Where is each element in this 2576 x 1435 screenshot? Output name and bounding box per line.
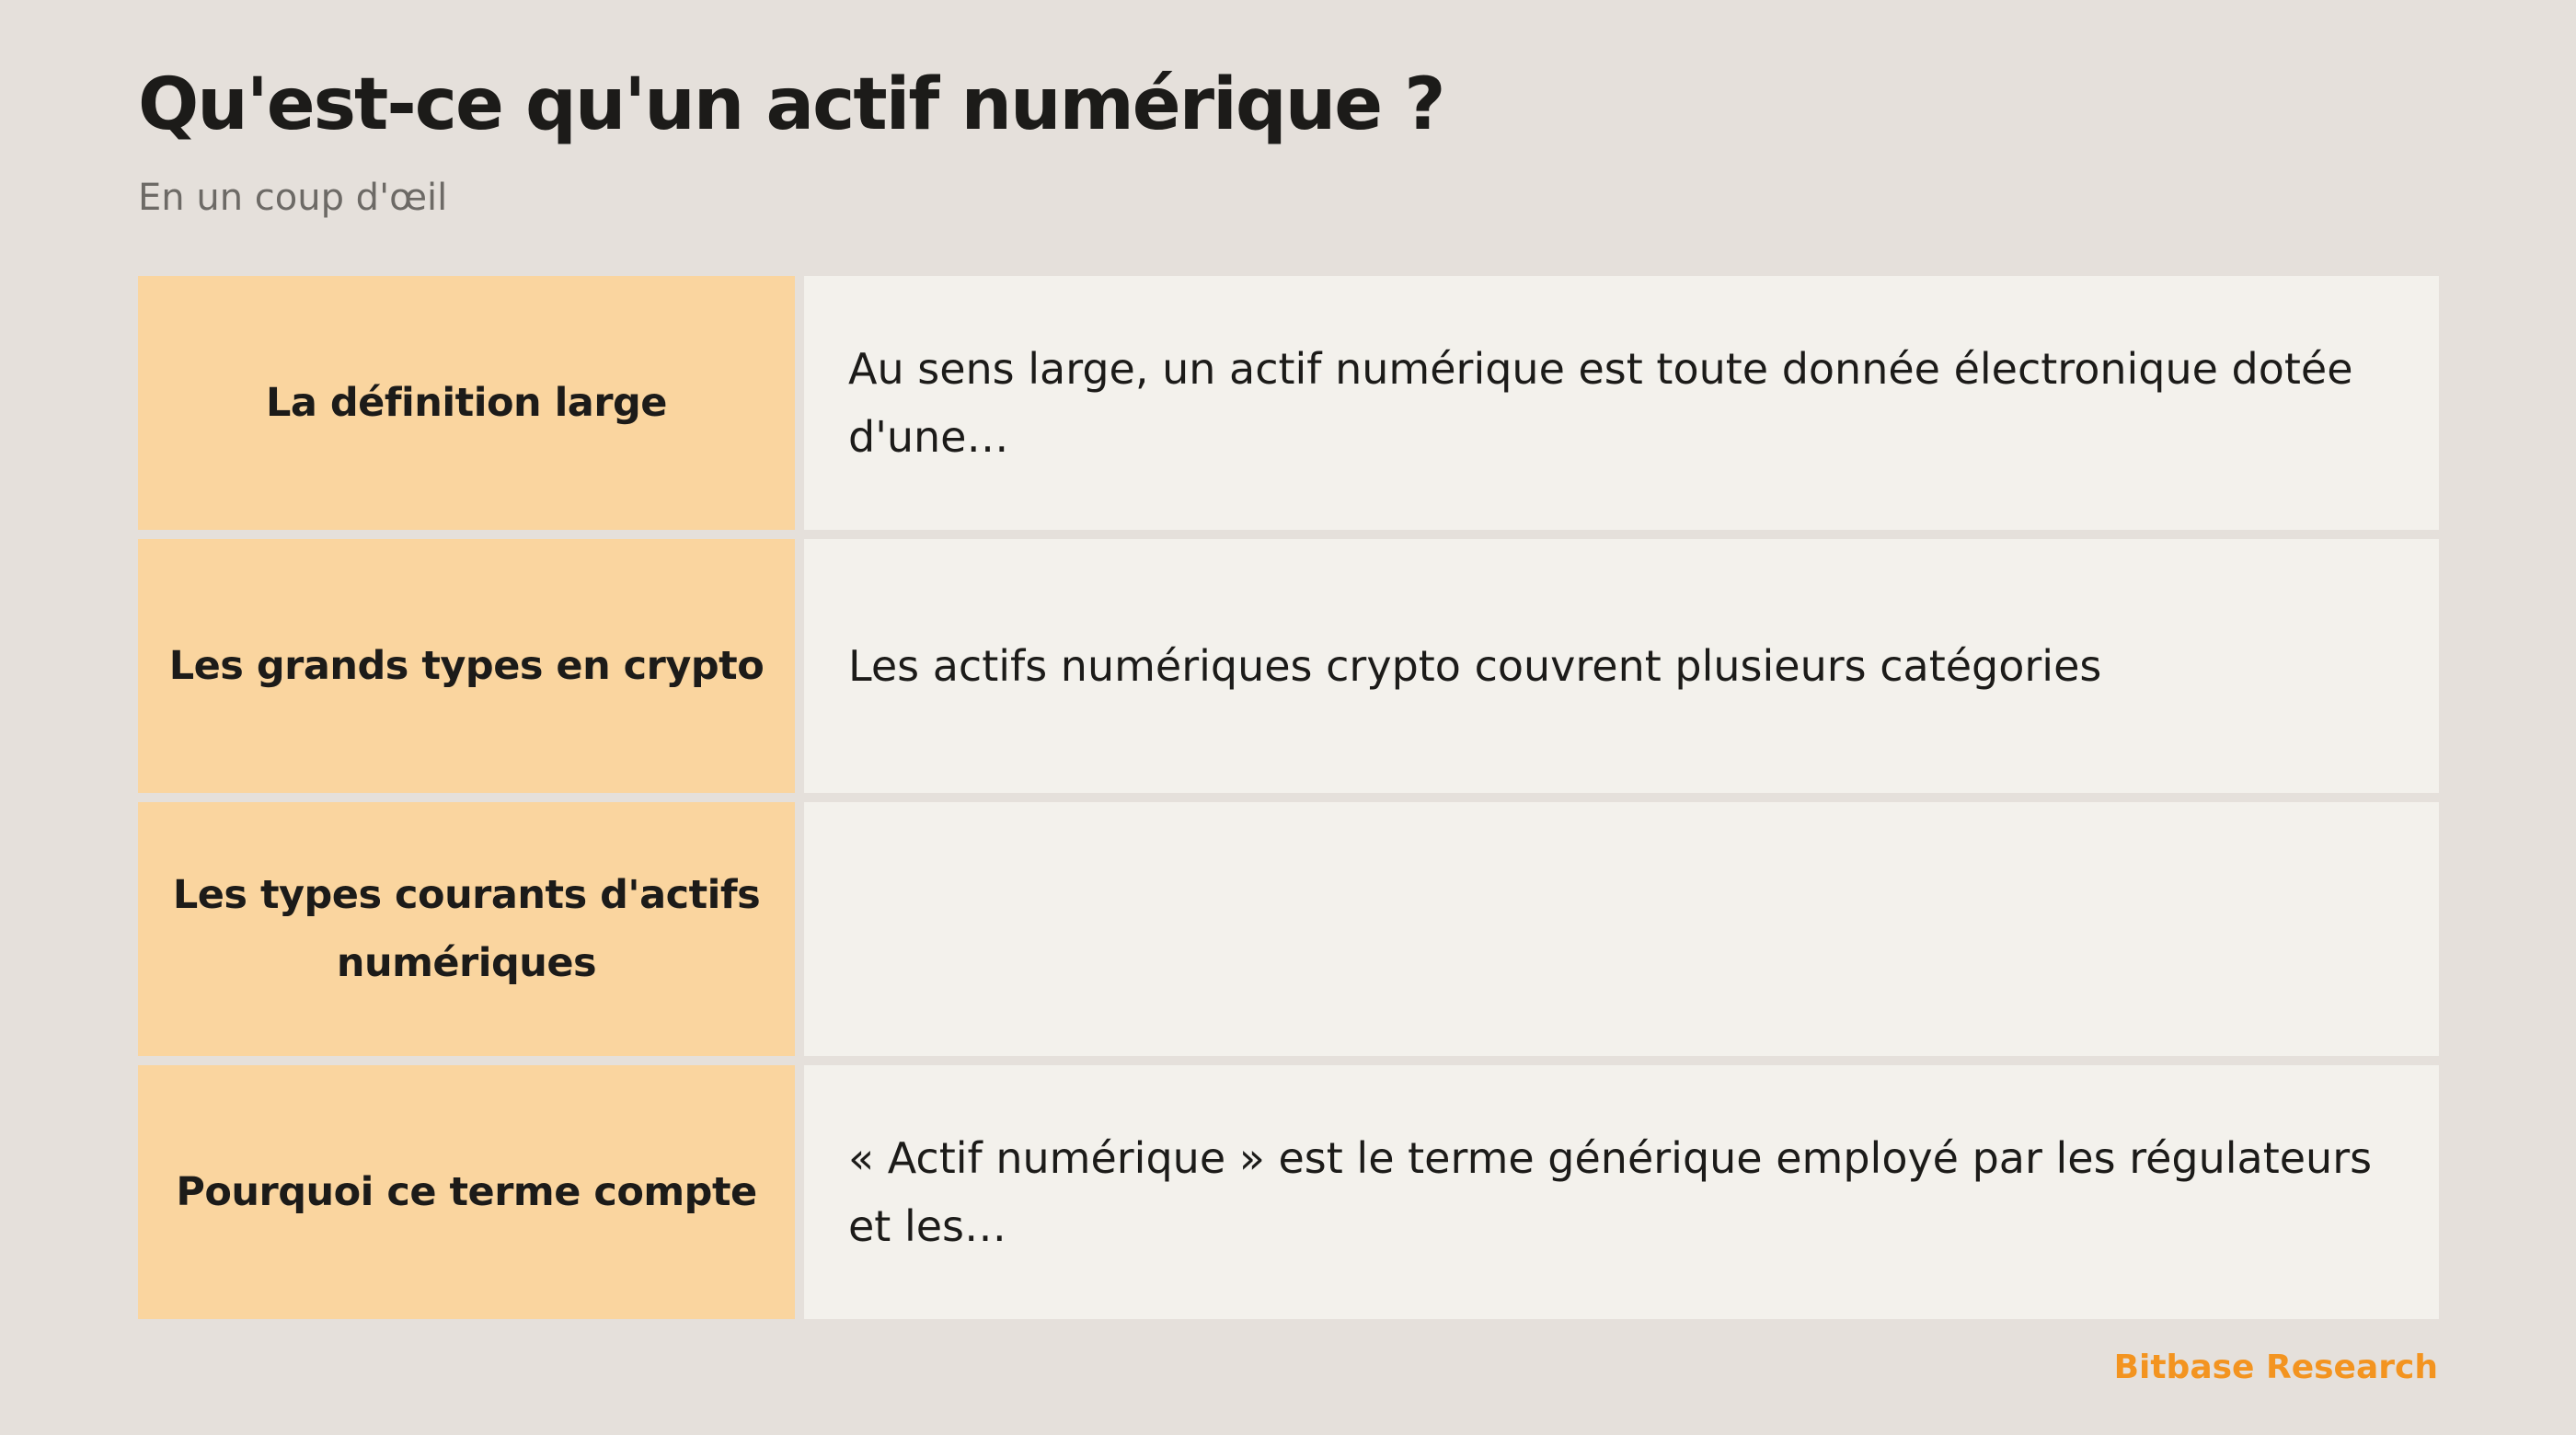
page-title: Qu'est-ce qu'un actif numérique ?	[138, 63, 1444, 146]
row-label: La définition large	[138, 276, 795, 530]
table-row-crypto-types	[138, 539, 2439, 793]
table-row-why-it-matters	[138, 1065, 2439, 1319]
brand-footer: Bitbase Research	[2113, 1349, 2438, 1386]
row-content: Les actifs numériques crypto couvrent plusieurs catégories	[804, 539, 2439, 793]
row-label: Pourquoi ce terme compte	[138, 1065, 795, 1319]
overview-table	[138, 276, 2439, 1319]
page-subtitle: En un coup d'œil	[138, 177, 448, 219]
row-content	[804, 802, 2439, 1056]
table-row-broad-definition	[138, 276, 2439, 530]
table-row-common-types	[138, 802, 2439, 1056]
row-content: « Actif numérique » est le terme générique employé par les régulateurs et les…	[804, 1065, 2439, 1319]
row-label: Les grands types en crypto	[138, 539, 795, 793]
row-content: Au sens large, un actif numérique est toute donnée électronique dotée d'une…	[804, 276, 2439, 530]
row-label: Les types courants d'actifs numériques	[138, 802, 795, 1056]
